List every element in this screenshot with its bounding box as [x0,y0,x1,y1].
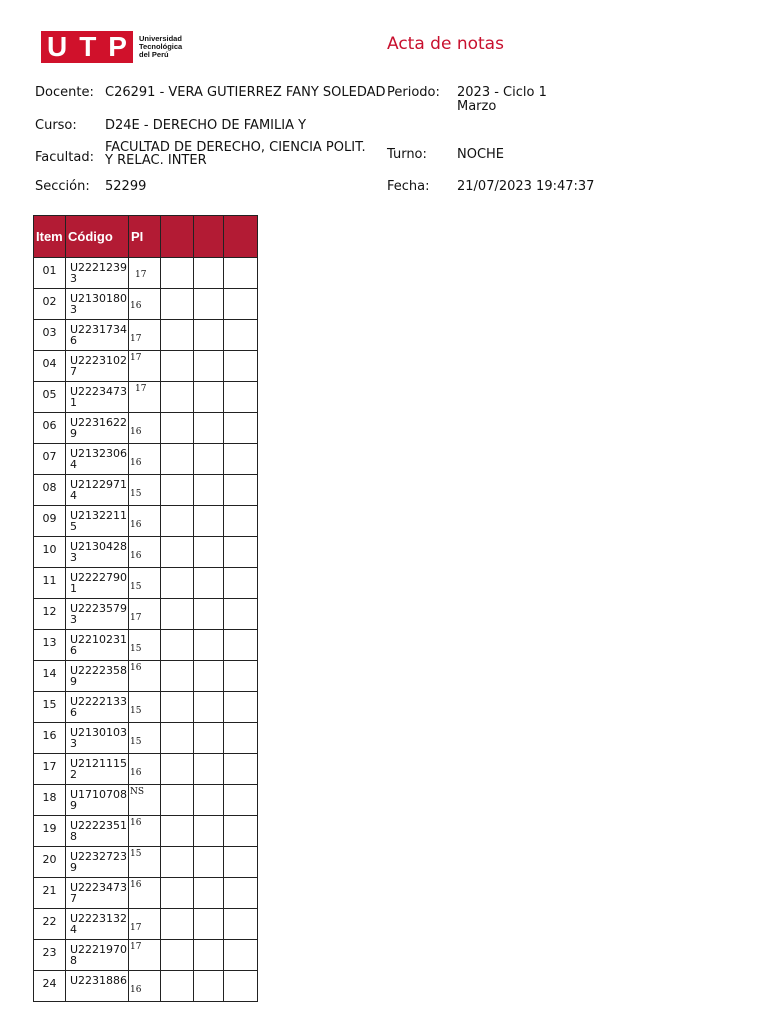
curso-value: D24E - DERECHO DE FAMILIA Y [105,118,307,133]
row-empty-cell [194,940,224,971]
row-item-number: 22 [34,909,66,940]
row-empty-cell [224,971,258,1002]
header-pi: PI [129,216,161,258]
table-row [34,940,258,971]
row-empty-cell [161,413,194,444]
row-student-code: U22221336 [66,692,129,723]
pi-grade-value: 15 [130,489,142,499]
row-item-number: 16 [34,723,66,754]
pi-grade-value: 15 [130,849,142,859]
row-pi-grade [129,847,161,878]
row-empty-cell [224,444,258,475]
row-empty-cell [194,599,224,630]
row-pi-grade [129,289,161,320]
row-empty-cell [161,258,194,289]
row-pi-grade [129,444,161,475]
row-student-code: U22212393 [66,258,129,289]
row-empty-cell [161,289,194,320]
header-item: Item [34,216,66,258]
docente-value: C26291 - VERA GUTIERREZ FANY SOLEDAD [105,85,386,100]
row-empty-cell [161,475,194,506]
logo-letter: U [46,31,68,62]
row-empty-cell [224,599,258,630]
pi-grade-value: 15 [130,582,142,592]
row-empty-cell [194,289,224,320]
row-empty-cell [224,661,258,692]
row-student-code: U21301803 [66,289,129,320]
row-empty-cell [194,568,224,599]
row-empty-cell [224,382,258,413]
row-student-code: U21211152 [66,754,129,785]
row-student-code: U22231027 [66,351,129,382]
table-row [34,971,258,1002]
pi-grade-value: 16 [130,520,142,530]
row-empty-cell [224,816,258,847]
row-empty-cell [194,723,224,754]
table-row [34,568,258,599]
grades-table [33,215,258,1002]
row-item-number: 04 [34,351,66,382]
row-item-number: 23 [34,940,66,971]
table-row [34,661,258,692]
row-empty-cell [224,568,258,599]
logo-line: Universidad [139,34,182,43]
row-pi-grade [129,475,161,506]
row-empty-cell [161,351,194,382]
pi-grade-value: 17 [130,353,142,363]
row-pi-grade [129,320,161,351]
facultad-value-line1: FACULTAD DE DERECHO, CIENCIA POLIT. [105,140,366,155]
row-student-code: U21322115 [66,506,129,537]
row-pi-grade [129,599,161,630]
row-empty-cell [194,878,224,909]
turno-label: Turno: [387,147,427,162]
row-empty-cell [161,878,194,909]
row-empty-cell [224,692,258,723]
facultad-label: Facultad: [35,150,94,165]
logo-university-name [139,35,182,59]
row-empty-cell [194,258,224,289]
row-student-code: U21301033 [66,723,129,754]
pi-grade-value: 16 [130,301,142,311]
row-empty-cell [224,351,258,382]
row-item-number: 07 [34,444,66,475]
row-student-code: U22227901 [66,568,129,599]
row-pi-grade [129,754,161,785]
seccion-value: 52299 [105,179,147,194]
row-item-number: 10 [34,537,66,568]
row-empty-cell [194,816,224,847]
row-item-number: 11 [34,568,66,599]
table-row [34,723,258,754]
row-item-number: 12 [34,599,66,630]
row-item-number: 03 [34,320,66,351]
row-pi-grade [129,692,161,723]
pi-grade-value: 17 [130,334,142,344]
pi-grade-value: 17 [130,613,142,623]
row-empty-cell [161,568,194,599]
row-student-code: U22234737 [66,878,129,909]
pi-grade-value: 16 [130,427,142,437]
row-empty-cell [224,506,258,537]
row-empty-cell [224,785,258,816]
row-item-number: 17 [34,754,66,785]
row-empty-cell [224,630,258,661]
pi-grade-value: NS [130,787,145,797]
fecha-value: 21/07/2023 19:47:37 [457,179,595,194]
row-empty-cell [161,909,194,940]
row-empty-cell [224,537,258,568]
pi-grade-value: 16 [130,663,142,673]
row-student-code: U22316229 [66,413,129,444]
row-empty-cell [161,506,194,537]
table-header-row [34,216,258,258]
row-empty-cell [194,351,224,382]
fecha-label: Fecha: [387,179,430,194]
row-item-number: 02 [34,289,66,320]
row-empty-cell [194,754,224,785]
row-empty-cell [161,320,194,351]
row-pi-grade [129,258,161,289]
table-row [34,785,258,816]
row-item-number: 20 [34,847,66,878]
row-student-code: U22219708 [66,940,129,971]
row-pi-grade [129,785,161,816]
table-row [34,909,258,940]
row-student-code: U22327239 [66,847,129,878]
row-empty-cell [224,320,258,351]
row-empty-cell [224,475,258,506]
row-student-code: U22231324 [66,909,129,940]
logo-line: del Perú [139,50,169,59]
pi-grade-value: 15 [130,737,142,747]
row-empty-cell [194,785,224,816]
turno-value: NOCHE [457,147,505,162]
row-empty-cell [224,909,258,940]
row-student-code: U21304283 [66,537,129,568]
pi-grade-value: 16 [130,880,142,890]
row-student-code: U22223518 [66,816,129,847]
row-empty-cell [161,971,194,1002]
pi-grade-value: 16 [130,458,142,468]
pi-grade-value: 15 [130,706,142,716]
row-empty-cell [161,940,194,971]
seccion-label: Sección: [35,179,90,194]
row-empty-cell [161,661,194,692]
table-row [34,847,258,878]
logo-letter: P [108,31,127,62]
table-row [34,599,258,630]
row-empty-cell [194,537,224,568]
table-row [34,692,258,723]
row-empty-cell [224,289,258,320]
row-empty-cell [161,599,194,630]
row-student-code: U22235793 [66,599,129,630]
periodo-value-line1: 2023 - Ciclo 1 [457,85,547,100]
table-row [34,320,258,351]
pi-grade-value: 16 [130,818,142,828]
table-row [34,754,258,785]
periodo-value-line2: Marzo [457,99,497,114]
row-student-code: U22102316 [66,630,129,661]
row-student-code: U17107089 [66,785,129,816]
row-item-number: 01 [34,258,66,289]
facultad-value-line2: Y RELAC. INTER [105,153,207,168]
table-row [34,630,258,661]
table-row [34,475,258,506]
row-pi-grade [129,568,161,599]
pi-grade-value: 16 [130,985,142,995]
document-title: Acta de notas [387,34,504,54]
header-codigo: Código [66,216,129,258]
pi-grade-value: 17 [130,942,142,952]
row-empty-cell [161,785,194,816]
row-item-number: 14 [34,661,66,692]
row-empty-cell [224,847,258,878]
row-empty-cell [224,258,258,289]
row-empty-cell [161,444,194,475]
row-student-code: U22223589 [66,661,129,692]
pi-grade-value: 15 [130,644,142,654]
row-empty-cell [194,475,224,506]
row-empty-cell [194,847,224,878]
row-pi-grade [129,971,161,1002]
row-empty-cell [194,971,224,1002]
row-pi-grade [129,816,161,847]
pi-grade-value: 17 [135,384,147,394]
row-pi-grade [129,661,161,692]
row-item-number: 24 [34,971,66,1002]
table-row [34,289,258,320]
row-pi-grade [129,506,161,537]
logo-letter: T [79,31,97,62]
table-row [34,382,258,413]
row-empty-cell [224,754,258,785]
header-empty-1 [161,216,194,258]
header-empty-2 [194,216,224,258]
row-empty-cell [161,382,194,413]
row-pi-grade [129,382,161,413]
row-empty-cell [224,878,258,909]
row-item-number: 09 [34,506,66,537]
row-student-code: U2231886 [66,971,129,1002]
table-row [34,258,258,289]
row-item-number: 19 [34,816,66,847]
row-empty-cell [161,537,194,568]
row-pi-grade [129,630,161,661]
pi-grade-value: 17 [135,270,147,280]
row-empty-cell [194,909,224,940]
row-empty-cell [194,382,224,413]
utp-logo [41,31,182,63]
row-item-number: 08 [34,475,66,506]
row-student-code: U22317346 [66,320,129,351]
header-empty-3 [224,216,258,258]
row-pi-grade [129,413,161,444]
row-empty-cell [194,413,224,444]
table-row [34,878,258,909]
pi-grade-value: 16 [130,768,142,778]
row-item-number: 15 [34,692,66,723]
row-pi-grade [129,537,161,568]
table-row [34,413,258,444]
row-empty-cell [161,692,194,723]
table-row [34,351,258,382]
table-row [34,444,258,475]
row-student-code: U21229714 [66,475,129,506]
row-student-code: U22234731 [66,382,129,413]
periodo-label: Periodo: [387,85,440,100]
row-pi-grade [129,909,161,940]
row-item-number: 06 [34,413,66,444]
row-item-number: 21 [34,878,66,909]
row-empty-cell [161,723,194,754]
table-row [34,506,258,537]
row-empty-cell [194,444,224,475]
curso-label: Curso: [35,118,77,133]
row-item-number: 05 [34,382,66,413]
logo-line: Tecnológica [139,42,183,51]
docente-label: Docente: [35,85,94,100]
row-empty-cell [161,754,194,785]
grades-table-body [34,258,258,1002]
utp-logo-box [41,31,133,63]
row-empty-cell [224,413,258,444]
row-empty-cell [161,847,194,878]
row-item-number: 18 [34,785,66,816]
row-item-number: 13 [34,630,66,661]
row-empty-cell [194,661,224,692]
row-pi-grade [129,351,161,382]
row-empty-cell [161,630,194,661]
pi-grade-value: 16 [130,551,142,561]
row-empty-cell [194,630,224,661]
row-empty-cell [194,320,224,351]
row-empty-cell [224,940,258,971]
row-pi-grade [129,878,161,909]
table-row [34,537,258,568]
table-row [34,816,258,847]
row-pi-grade [129,940,161,971]
row-empty-cell [194,506,224,537]
row-student-code: U21323064 [66,444,129,475]
row-empty-cell [194,692,224,723]
row-empty-cell [224,723,258,754]
row-empty-cell [161,816,194,847]
pi-grade-value: 17 [130,923,142,933]
row-pi-grade [129,723,161,754]
